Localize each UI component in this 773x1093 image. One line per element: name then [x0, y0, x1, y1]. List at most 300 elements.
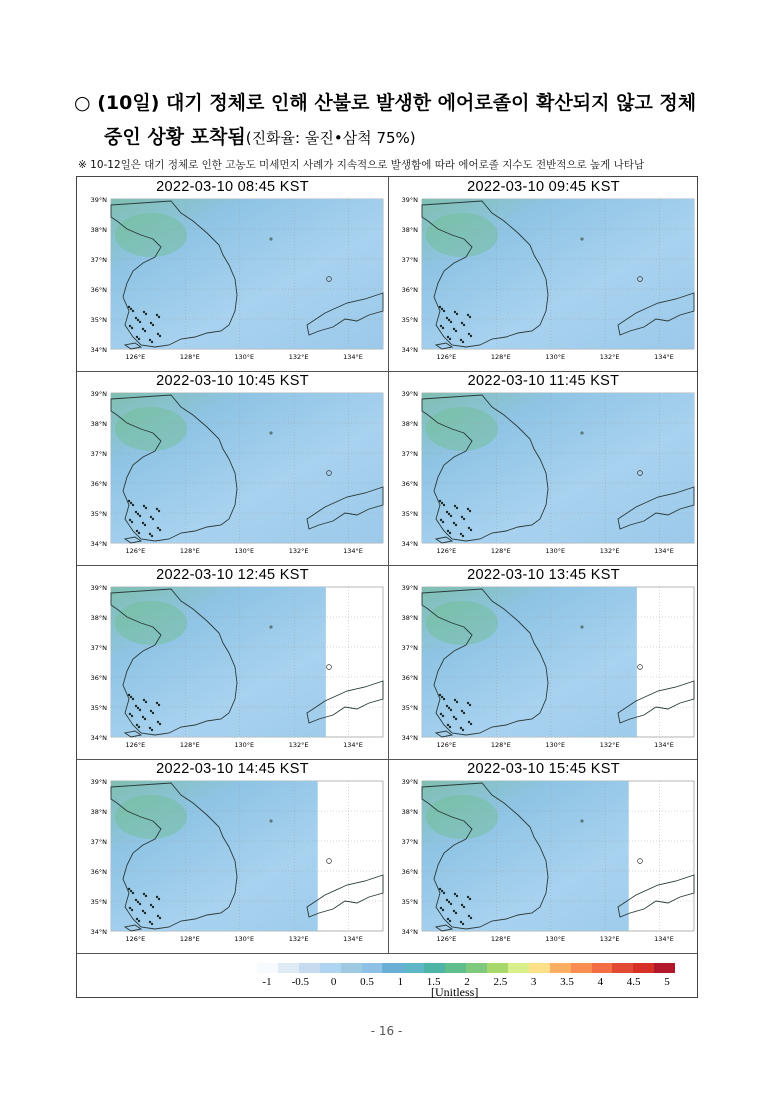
archipelago-island [131, 327, 133, 329]
archipelago-island [135, 705, 137, 707]
archipelago-island [446, 899, 448, 901]
archipelago-island [150, 710, 152, 712]
archipelago-island [137, 513, 139, 515]
archipelago-island [467, 896, 469, 898]
colorbar-tick-label: -1 [262, 976, 272, 988]
archipelago-island [455, 718, 457, 720]
archipelago-island [460, 533, 462, 535]
lat-label: 37°N [401, 838, 418, 846]
archipelago-island [454, 699, 456, 701]
archipelago-island [463, 518, 465, 520]
lon-label: 130°E [234, 547, 255, 555]
archipelago-island [157, 915, 159, 917]
lat-label: 34°N [90, 346, 107, 354]
lat-label: 35°N [401, 316, 418, 324]
lat-label: 37°N [401, 450, 418, 458]
lat-label: 38°N [90, 226, 107, 234]
archipelago-island [156, 508, 158, 510]
archipelago-island [469, 704, 471, 706]
lon-label: 132°E [288, 353, 309, 361]
archipelago-island [136, 918, 138, 920]
archipelago-island [149, 921, 151, 923]
archipelago-island [158, 898, 160, 900]
archipelago-island [447, 336, 449, 338]
heading-line-2: 중인 상황 포착됨 [104, 126, 246, 148]
lon-label: 126°E [436, 547, 457, 555]
lat-label: 35°N [90, 316, 107, 324]
archipelago-island [463, 712, 465, 714]
lat-label: 34°N [401, 734, 418, 742]
colorbar-tick-label: 2 [464, 976, 470, 988]
aerosol-plume [426, 407, 498, 451]
island [269, 431, 272, 434]
colorbar-scale [257, 963, 675, 973]
archipelago-island [139, 515, 141, 517]
colorbar-tick-label: 2.5 [493, 976, 508, 988]
lon-label: 126°E [125, 935, 146, 943]
island [580, 431, 583, 434]
archipelago-island [455, 330, 457, 332]
panel-title: 2022-03-10 10:45 KST [156, 373, 309, 389]
archipelago-island [135, 317, 137, 319]
lon-label: 130°E [545, 353, 566, 361]
colorbar-swatch [633, 963, 654, 973]
archipelago-island [440, 713, 442, 715]
lon-label: 126°E [125, 741, 146, 749]
archipelago-island [453, 716, 455, 718]
island [269, 625, 272, 628]
lat-label: 38°N [401, 420, 418, 428]
lon-label: 126°E [125, 547, 146, 555]
lon-label: 130°E [234, 741, 255, 749]
lon-label: 128°E [179, 547, 200, 555]
lon-label: 130°E [545, 547, 566, 555]
colorbar-swatch [299, 963, 320, 973]
archipelago-island [138, 338, 140, 340]
archipelago-island [145, 507, 147, 509]
archipelago-island [132, 504, 134, 506]
archipelago-island [159, 917, 161, 919]
archipelago-island [470, 723, 472, 725]
archipelago-island [467, 508, 469, 510]
archipelago-island [456, 701, 458, 703]
colorbar [177, 957, 697, 999]
colorbar-swatch [445, 963, 466, 973]
archipelago-island [463, 906, 465, 908]
archipelago-island [443, 698, 445, 700]
page-number: - 16 - [370, 1024, 403, 1038]
archipelago-island [157, 333, 159, 335]
archipelago-island [156, 896, 158, 898]
lat-label: 39°N [401, 778, 418, 786]
archipelago-island [142, 716, 144, 718]
archipelago-island [461, 322, 463, 324]
lat-label: 36°N [90, 868, 107, 876]
archipelago-island [456, 895, 458, 897]
archipelago-island [443, 504, 445, 506]
archipelago-island [156, 702, 158, 704]
archipelago-island [151, 535, 153, 537]
archipelago-island [448, 707, 450, 709]
archipelago-island [158, 510, 160, 512]
colorbar-swatch [466, 963, 487, 973]
colorbar-swatch [341, 963, 362, 973]
archipelago-island [441, 890, 443, 892]
archipelago-island [455, 524, 457, 526]
archipelago-island [132, 698, 134, 700]
lon-label: 128°E [490, 741, 511, 749]
panel-title: 2022-03-10 09:45 KST [467, 179, 620, 195]
colorbar-swatch [571, 963, 592, 973]
archipelago-island [158, 316, 160, 318]
lat-label: 36°N [401, 480, 418, 488]
archipelago-island [145, 701, 147, 703]
archipelago-island [150, 904, 152, 906]
archipelago-island [449, 726, 451, 728]
lon-label: 132°E [599, 741, 620, 749]
panel-title: 2022-03-10 14:45 KST [156, 761, 309, 777]
aerosol-map [388, 177, 699, 371]
aerosol-map [77, 565, 388, 759]
lon-label: 130°E [234, 935, 255, 943]
lon-label: 126°E [436, 935, 457, 943]
lon-label: 132°E [599, 935, 620, 943]
archipelago-island [441, 308, 443, 310]
archipelago-island [455, 912, 457, 914]
aerosol-plume [115, 213, 187, 257]
lat-label: 37°N [90, 256, 107, 264]
archipelago-island [130, 308, 132, 310]
archipelago-island [470, 917, 472, 919]
archipelago-island [144, 330, 146, 332]
aerosol-plume [426, 601, 498, 645]
lat-label: 37°N [90, 644, 107, 652]
lon-label: 126°E [436, 353, 457, 361]
colorbar-swatch [592, 963, 613, 973]
lon-label: 132°E [288, 547, 309, 555]
aerosol-map [77, 759, 388, 953]
archipelago-island [149, 727, 151, 729]
panel-title: 2022-03-10 08:45 KST [156, 179, 309, 195]
colorbar-tick-label: 3.5 [560, 976, 574, 988]
aerosol-plume [115, 795, 187, 839]
archipelago-island [468, 721, 470, 723]
lat-label: 34°N [90, 734, 107, 742]
archipelago-island [144, 524, 146, 526]
archipelago-island [142, 328, 144, 330]
archipelago-island [152, 712, 154, 714]
archipelago-island [440, 907, 442, 909]
lat-label: 39°N [401, 390, 418, 398]
archipelago-island [442, 327, 444, 329]
panel-title: 2022-03-10 13:45 KST [467, 567, 620, 583]
panel-title: 2022-03-10 12:45 KST [156, 567, 309, 583]
archipelago-island [142, 522, 144, 524]
archipelago-island [138, 920, 140, 922]
archipelago-island [442, 909, 444, 911]
archipelago-island [450, 709, 452, 711]
lat-label: 34°N [90, 540, 107, 548]
colorbar-swatch [257, 963, 278, 973]
heading-sub: (진화율: 울진•삼척 75%) [245, 129, 416, 147]
archipelago-island [460, 727, 462, 729]
archipelago-island [131, 715, 133, 717]
archipelago-island [130, 890, 132, 892]
archipelago-island [460, 921, 462, 923]
lon-label: 134°E [343, 935, 363, 943]
colorbar-tick-label: 1.5 [426, 976, 441, 988]
archipelago-island [463, 324, 465, 326]
footnote: ※ 10-12일은 대기 정체로 인한 고농도 미세먼지 사례가 지속적으로 발생함에 따라 에어로졸 지수도 전반적으로 높게 나타남 [78, 159, 645, 171]
aerosol-plume [115, 407, 187, 451]
archipelago-island [447, 530, 449, 532]
archipelago-island [135, 899, 137, 901]
archipelago-island [449, 532, 451, 534]
archipelago-island [468, 333, 470, 335]
archipelago-island [135, 511, 137, 513]
archipelago-island [151, 341, 153, 343]
aerosol-map [388, 371, 699, 565]
archipelago-island [139, 903, 141, 905]
colorbar-tick-label: 4 [597, 976, 604, 988]
aerosol-plume [115, 601, 187, 645]
archipelago-island [460, 339, 462, 341]
archipelago-island [137, 901, 139, 903]
island [580, 625, 583, 628]
lat-label: 39°N [401, 196, 418, 204]
archipelago-island [151, 923, 153, 925]
archipelago-island [461, 904, 463, 906]
lon-label: 128°E [179, 353, 200, 361]
colorbar-tick-label: 0.5 [360, 976, 374, 988]
archipelago-island [152, 906, 154, 908]
colorbar-tick-label: 4.5 [626, 976, 641, 988]
lat-label: 37°N [90, 838, 107, 846]
lat-label: 35°N [401, 898, 418, 906]
lat-label: 38°N [90, 808, 107, 816]
colorbar-swatch [403, 963, 424, 973]
archipelago-island [462, 535, 464, 537]
archipelago-island [439, 694, 441, 696]
panel-title: 2022-03-10 15:45 KST [467, 761, 620, 777]
archipelago-island [454, 893, 456, 895]
archipelago-island [145, 895, 147, 897]
archipelago-island [443, 892, 445, 894]
archipelago-island [468, 527, 470, 529]
archipelago-island [440, 325, 442, 327]
archipelago-island [143, 699, 145, 701]
archipelago-island [449, 920, 451, 922]
colorbar-tick-label: -0.5 [291, 976, 310, 988]
archipelago-island [454, 311, 456, 313]
lat-label: 37°N [90, 450, 107, 458]
island [269, 819, 272, 822]
aerosol-plume [426, 795, 498, 839]
archipelago-island [470, 529, 472, 531]
lat-label: 37°N [401, 256, 418, 264]
lon-label: 134°E [654, 547, 674, 555]
grid-divider [77, 953, 697, 954]
archipelago-island [447, 724, 449, 726]
colorbar-tick-label: 5 [664, 976, 670, 988]
archipelago-island [453, 910, 455, 912]
archipelago-island [128, 306, 130, 308]
colorbar-swatch [382, 963, 403, 973]
lon-label: 132°E [288, 935, 309, 943]
lon-label: 128°E [490, 353, 511, 361]
lat-label: 36°N [401, 674, 418, 682]
archipelago-island [456, 313, 458, 315]
lat-label: 35°N [90, 898, 107, 906]
lon-label: 132°E [599, 547, 620, 555]
lat-label: 36°N [401, 286, 418, 294]
map-panel [388, 565, 699, 759]
archipelago-island [145, 313, 147, 315]
archipelago-island [462, 729, 464, 731]
archipelago-island [462, 923, 464, 925]
colorbar-swatch [529, 963, 550, 973]
archipelago-island [461, 516, 463, 518]
lon-label: 132°E [288, 741, 309, 749]
lon-label: 128°E [179, 935, 200, 943]
lat-label: 34°N [401, 928, 418, 936]
archipelago-island [149, 339, 151, 341]
archipelago-island [139, 321, 141, 323]
colorbar-swatch [362, 963, 383, 973]
map-panel [77, 759, 388, 953]
archipelago-island [136, 724, 138, 726]
image-grid [76, 176, 698, 998]
map-panel [77, 177, 388, 371]
archipelago-island [470, 335, 472, 337]
archipelago-island [446, 511, 448, 513]
archipelago-island [462, 341, 464, 343]
archipelago-island [137, 707, 139, 709]
archipelago-island [447, 918, 449, 920]
colorbar-tick-label: 3 [530, 976, 537, 988]
lat-label: 35°N [90, 510, 107, 518]
archipelago-island [128, 888, 130, 890]
colorbar-swatch [320, 963, 341, 973]
lon-label: 128°E [490, 547, 511, 555]
archipelago-island [461, 710, 463, 712]
archipelago-island [142, 910, 144, 912]
archipelago-island [159, 529, 161, 531]
colorbar-swatch [550, 963, 571, 973]
section-heading [74, 86, 714, 155]
archipelago-island [448, 319, 450, 321]
aerosol-map [388, 759, 699, 953]
colorbar-swatch [278, 963, 299, 973]
archipelago-island [143, 311, 145, 313]
archipelago-island [157, 721, 159, 723]
lon-label: 134°E [343, 547, 363, 555]
lat-label: 35°N [401, 510, 418, 518]
archipelago-island [150, 516, 152, 518]
archipelago-island [454, 505, 456, 507]
aerosol-map [388, 565, 699, 759]
aerosol-map [77, 371, 388, 565]
map-panel [77, 371, 388, 565]
lat-label: 36°N [90, 674, 107, 682]
archipelago-island [138, 532, 140, 534]
lat-label: 39°N [90, 196, 107, 204]
lon-label: 130°E [545, 741, 566, 749]
archipelago-island [136, 530, 138, 532]
archipelago-island [156, 314, 158, 316]
panel-title: 2022-03-10 11:45 KST [467, 373, 620, 389]
archipelago-island [441, 696, 443, 698]
archipelago-island [137, 319, 139, 321]
lat-label: 38°N [90, 420, 107, 428]
lat-label: 35°N [401, 704, 418, 712]
archipelago-island [442, 521, 444, 523]
archipelago-island [449, 338, 451, 340]
archipelago-island [128, 500, 130, 502]
lat-label: 36°N [401, 868, 418, 876]
archipelago-island [450, 903, 452, 905]
archipelago-island [448, 901, 450, 903]
lat-label: 38°N [90, 614, 107, 622]
lon-label: 130°E [234, 353, 255, 361]
map-panel [77, 565, 388, 759]
archipelago-island [150, 322, 152, 324]
archipelago-island [442, 715, 444, 717]
map-panel [388, 177, 699, 371]
archipelago-island [129, 907, 131, 909]
archipelago-island [139, 709, 141, 711]
lat-label: 34°N [90, 928, 107, 936]
archipelago-island [149, 533, 151, 535]
archipelago-island [439, 306, 441, 308]
lat-label: 37°N [401, 644, 418, 652]
colorbar-tick-label: 1 [397, 976, 404, 988]
archipelago-island [467, 702, 469, 704]
archipelago-island [129, 325, 131, 327]
lon-label: 126°E [125, 353, 146, 361]
lat-label: 38°N [401, 808, 418, 816]
aerosol-plume [426, 213, 498, 257]
archipelago-island [144, 912, 146, 914]
archipelago-island [450, 321, 452, 323]
archipelago-island [439, 500, 441, 502]
map-panel [388, 371, 699, 565]
lat-label: 34°N [401, 346, 418, 354]
archipelago-island [159, 335, 161, 337]
lat-label: 35°N [90, 704, 107, 712]
archipelago-island [129, 713, 131, 715]
archipelago-island [144, 718, 146, 720]
archipelago-island [443, 310, 445, 312]
lon-label: 134°E [654, 741, 674, 749]
heading-line-1: (10일) 대기 정체로 인해 산불로 발생한 에어로졸이 확산되지 않고 정체 [97, 92, 697, 114]
archipelago-island [143, 893, 145, 895]
colorbar-unit: [Unitless] [431, 985, 479, 999]
archipelago-island [446, 705, 448, 707]
lon-label: 132°E [599, 353, 620, 361]
lon-label: 134°E [343, 353, 363, 361]
archipelago-island [468, 915, 470, 917]
island [580, 237, 583, 240]
archipelago-island [158, 704, 160, 706]
lat-label: 36°N [90, 480, 107, 488]
colorbar-tick-label: 0 [330, 976, 337, 988]
archipelago-island [132, 310, 134, 312]
lat-label: 39°N [90, 584, 107, 592]
colorbar-swatch [508, 963, 529, 973]
archipelago-island [453, 328, 455, 330]
lat-label: 38°N [401, 614, 418, 622]
